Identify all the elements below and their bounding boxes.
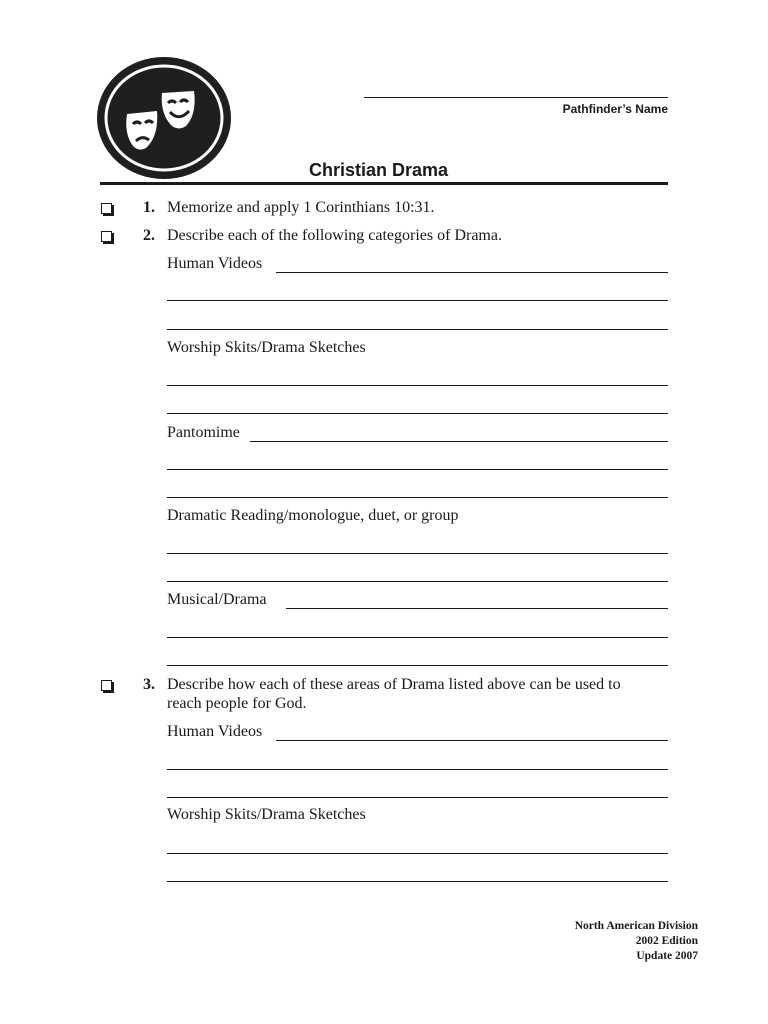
field-label: Dramatic Reading/monologue, duet, or group — [167, 507, 459, 524]
footer-division: North American Division — [574, 920, 698, 932]
answer-line[interactable] — [167, 385, 668, 386]
field-label: Worship Skits/Drama Sketches — [167, 806, 366, 823]
requirement-number: 1. — [143, 199, 155, 216]
answer-line[interactable] — [167, 329, 668, 330]
answer-line[interactable] — [167, 769, 668, 770]
checkbox-icon[interactable] — [101, 680, 112, 691]
page-title: Christian Drama — [309, 160, 449, 180]
name-line[interactable] — [364, 97, 668, 98]
requirement-text: Describe each of the following categories of Drama. — [167, 227, 502, 244]
footer-edition: 2002 Edition — [635, 935, 698, 947]
answer-line[interactable] — [250, 441, 668, 442]
footer-update: Update 2007 — [636, 950, 698, 962]
name-label: Pathfinder’s Name — [562, 102, 668, 116]
answer-line[interactable] — [276, 272, 668, 273]
answer-line[interactable] — [276, 740, 668, 741]
answer-line[interactable] — [167, 581, 668, 582]
answer-line[interactable] — [167, 797, 668, 798]
answer-line[interactable] — [167, 469, 668, 470]
answer-line[interactable] — [167, 300, 668, 301]
requirement-number: 3. — [143, 676, 155, 693]
field-label: Human Videos — [167, 723, 263, 740]
answer-line[interactable] — [167, 413, 668, 414]
drama-masks-icon — [96, 56, 232, 180]
requirement-text: reach people for God. — [167, 695, 307, 712]
checkbox-icon[interactable] — [101, 231, 112, 242]
answer-line[interactable] — [167, 497, 668, 498]
checkbox-icon[interactable] — [101, 203, 112, 214]
answer-line[interactable] — [167, 553, 668, 554]
title-rule — [100, 182, 668, 185]
answer-line[interactable] — [167, 881, 668, 882]
answer-line[interactable] — [286, 608, 668, 609]
answer-line[interactable] — [167, 853, 668, 854]
answer-line[interactable] — [167, 637, 668, 638]
field-label: Human Videos — [167, 255, 263, 272]
answer-line[interactable] — [167, 665, 668, 666]
requirement-text: Memorize and apply 1 Corinthians 10:31. — [167, 199, 435, 216]
requirement-text: Describe how each of these areas of Drama listed above can be used to — [167, 676, 621, 693]
honor-badge — [96, 56, 232, 180]
field-label: Musical/Drama — [167, 591, 267, 608]
field-label: Worship Skits/Drama Sketches — [167, 339, 366, 356]
requirement-number: 2. — [143, 227, 155, 244]
field-label: Pantomime — [167, 424, 240, 441]
